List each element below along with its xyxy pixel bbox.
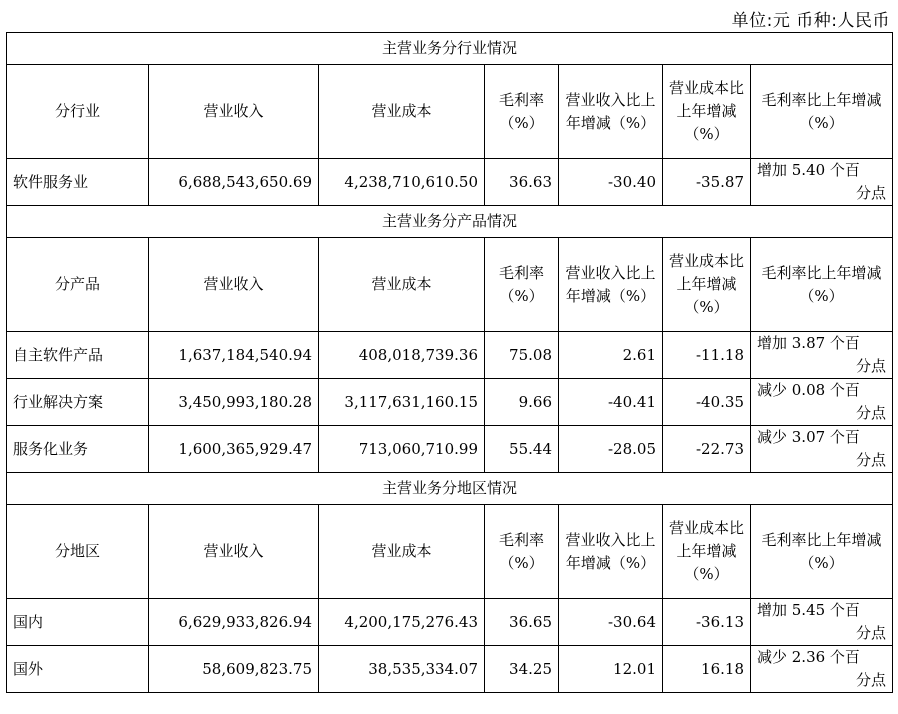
row-margin: 55.44 — [485, 426, 559, 473]
section-title: 主营业务分地区情况 — [7, 473, 893, 505]
table-row — [7, 332, 893, 379]
revenue-header: 营业收入 — [149, 238, 319, 332]
row-margin-change: 增加 5.40 个百 分点 — [751, 159, 893, 206]
revenue-header: 营业收入 — [149, 65, 319, 159]
header-row — [7, 238, 893, 332]
row-name: 国外 — [7, 646, 149, 693]
row-cost-change: -35.87 — [663, 159, 751, 206]
row-cost-change: -40.35 — [663, 379, 751, 426]
row-rev-change: -28.05 — [559, 426, 663, 473]
row-revenue: 1,637,184,540.94 — [149, 332, 319, 379]
key-header: 分行业 — [7, 65, 149, 159]
key-header: 分地区 — [7, 505, 149, 599]
table-row — [7, 426, 893, 473]
row-cost: 38,535,334.07 — [319, 646, 485, 693]
row-revenue: 6,688,543,650.69 — [149, 159, 319, 206]
rev-change-header: 营业收入比上年增减（%） — [559, 65, 663, 159]
row-margin: 36.63 — [485, 159, 559, 206]
row-margin: 9.66 — [485, 379, 559, 426]
margin-change-header: 毛利率比上年增减（%） — [751, 238, 893, 332]
key-header: 分产品 — [7, 238, 149, 332]
unit-currency-label: 单位:元 币种:人民币 — [731, 11, 890, 31]
cost-change-header: 营业成本比上年增减（%） — [663, 505, 751, 599]
row-cost-change: -11.18 — [663, 332, 751, 379]
table-row — [7, 379, 893, 426]
main-business-table — [6, 32, 893, 693]
cost-header: 营业成本 — [319, 238, 485, 332]
row-cost-change: 16.18 — [663, 646, 751, 693]
row-revenue: 58,609,823.75 — [149, 646, 319, 693]
row-rev-change: 12.01 — [559, 646, 663, 693]
rev-change-header: 营业收入比上年增减（%） — [559, 238, 663, 332]
row-cost: 408,018,739.36 — [319, 332, 485, 379]
section-title-row — [7, 33, 893, 65]
row-cost: 4,200,175,276.43 — [319, 599, 485, 646]
row-rev-change: -30.64 — [559, 599, 663, 646]
table-row — [7, 599, 893, 646]
table-row — [7, 646, 893, 693]
rev-change-header: 营业收入比上年增减（%） — [559, 505, 663, 599]
header-row — [7, 505, 893, 599]
row-cost-change: -22.73 — [663, 426, 751, 473]
row-revenue: 6,629,933,826.94 — [149, 599, 319, 646]
row-name: 行业解决方案 — [7, 379, 149, 426]
margin-header: 毛利率（%） — [485, 238, 559, 332]
margin-header: 毛利率（%） — [485, 505, 559, 599]
margin-change-header: 毛利率比上年增减（%） — [751, 505, 893, 599]
margin-change-header: 毛利率比上年增减（%） — [751, 65, 893, 159]
section-title-row — [7, 473, 893, 505]
row-rev-change: -40.41 — [559, 379, 663, 426]
cost-change-header: 营业成本比上年增减（%） — [663, 65, 751, 159]
row-margin-change: 减少 3.07 个百 分点 — [751, 426, 893, 473]
row-rev-change: -30.40 — [559, 159, 663, 206]
row-name: 服务化业务 — [7, 426, 149, 473]
row-margin: 34.25 — [485, 646, 559, 693]
cost-change-header: 营业成本比上年增减（%） — [663, 238, 751, 332]
row-cost: 4,238,710,610.50 — [319, 159, 485, 206]
cost-header: 营业成本 — [319, 505, 485, 599]
section-title: 主营业务分行业情况 — [7, 33, 893, 65]
revenue-header: 营业收入 — [149, 505, 319, 599]
row-revenue: 3,450,993,180.28 — [149, 379, 319, 426]
row-name: 软件服务业 — [7, 159, 149, 206]
row-cost-change: -36.13 — [663, 599, 751, 646]
section-title-row — [7, 206, 893, 238]
row-margin-change: 减少 0.08 个百 分点 — [751, 379, 893, 426]
row-name: 国内 — [7, 599, 149, 646]
row-cost: 3,117,631,160.15 — [319, 379, 485, 426]
row-margin-change: 增加 5.45 个百 分点 — [751, 599, 893, 646]
cost-header: 营业成本 — [319, 65, 485, 159]
row-margin-change: 增加 3.87 个百 分点 — [751, 332, 893, 379]
row-margin: 75.08 — [485, 332, 559, 379]
table-row — [7, 159, 893, 206]
header-row — [7, 65, 893, 159]
row-rev-change: 2.61 — [559, 332, 663, 379]
section-title: 主营业务分产品情况 — [7, 206, 893, 238]
row-margin: 36.65 — [485, 599, 559, 646]
row-name: 自主软件产品 — [7, 332, 149, 379]
margin-header: 毛利率（%） — [485, 65, 559, 159]
row-cost: 713,060,710.99 — [319, 426, 485, 473]
row-margin-change: 减少 2.36 个百 分点 — [751, 646, 893, 693]
row-revenue: 1,600,365,929.47 — [149, 426, 319, 473]
